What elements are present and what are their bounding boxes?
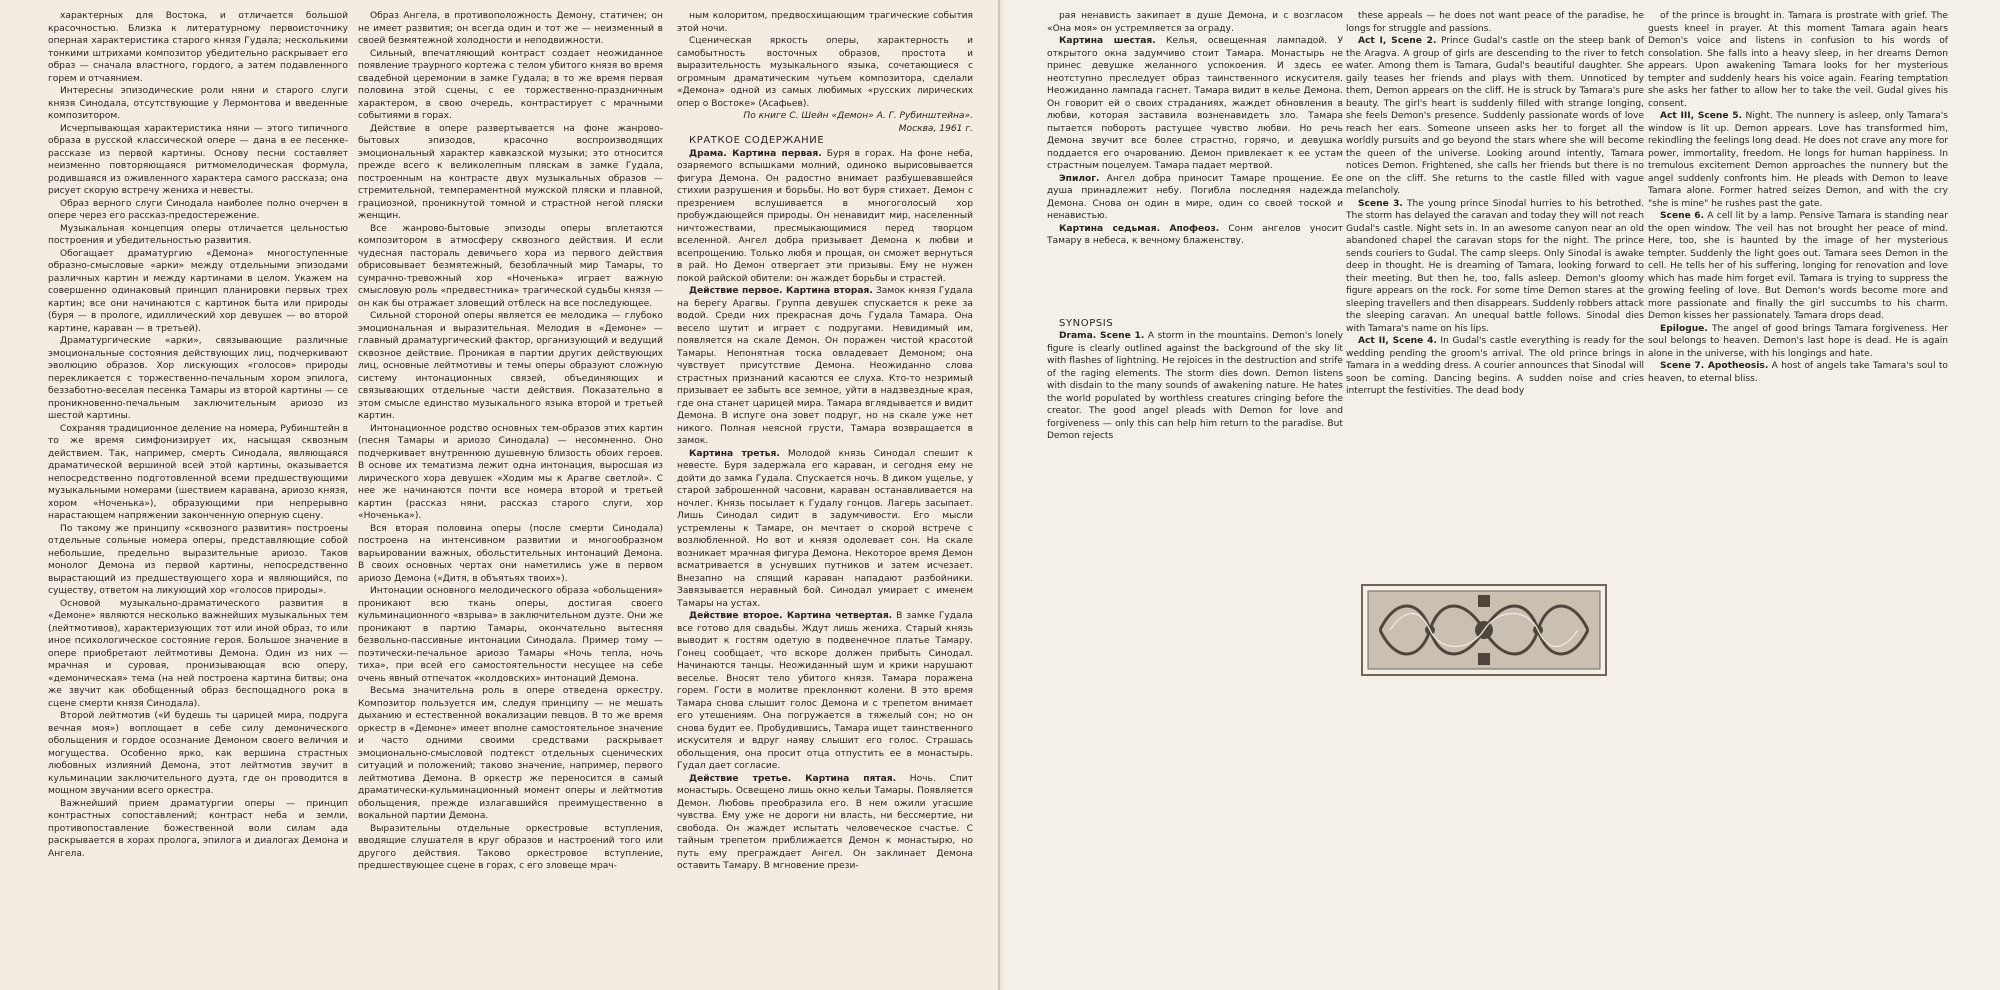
paragraph: Сценическая яркость оперы, характерность и самобытность восточных образов, простота и выразительность музыкального языка, сочетающиеся с огромным драматическим чутьем композитора, сделали «Демона» одной из самых любимых «русских лирических опер о Востоке» (Асафьев). [677,36,973,109]
scene-title: Действие первое. Картина вторая. [689,286,873,296]
paragraph: Обогащает драматургию «Демона» многоступенные образно-смысловые «арки» между отдельными эпизодами различных картин и между картинами в целом. Укажем на совершенно одинаковый принцип планировки первых трех картин; все они начинаются с картинок быта или природы (буря — в прологе, идиллический хор девушек — во второй картине, караван — в третьей). [48,248,348,334]
summary-heading: КРАТКОЕ СОДЕРЖАНИЕ [689,135,825,146]
paragraph: Интонационное родство основных тем-образов этих картин (песня Тамары и ариозо Синодала) — несомненно. Оно подчеркивает внутреннюю душевную близость обоих героев. В основе их тематизма лежит одна интонация, выросшая из лирического хора девушек «Ходим мы к Арагве светлой». С нее же начинаются почти все номера второй и третьей картин (рассказ няни, рассказ старого слуги, хор «Ноченька»). [358,423,663,521]
scene-title: Scene 3. [1358,198,1403,209]
paragraph: ным колоритом, предвосхищающим трагические события этой ночи. [677,11,973,34]
scene-title: Картина седьмая. Апофеоз. [1059,223,1220,234]
scene-title: Drama. Scene 1. [1059,331,1145,341]
scene-paragraph [677,610,973,773]
scene-paragraph [1648,110,1948,210]
scene-paragraph [1047,10,1343,35]
synopsis-scenes [1047,330,1343,443]
article-conclusion [677,10,973,110]
paragraph: Интересны эпизодические роли няни и старого слуги князя Синодала, отсутствующие у Лермонтова и введенные композитором. [48,86,348,121]
scene-text: A storm in the mountains. Demon's lonely figure is clearly outlined against the background of the sky lit with flashes of lightning. He rejoices in the destruction and strife of the raging elements. The storm dies down. Demon listens with disdain to the many sounds of awakening nature. He hates the world populated by worthless creatures cringing before the creator. The good angel pleads with Demon for love and forgiveness — only this can help him return to the paradise. But Demon rejects [1047,331,1343,441]
scene-paragraph [1047,35,1343,173]
scene-text: Ангел добра приносит Тамаре прощение. Ее душа принадлежит небу. Погибла последняя надежда Демона. Снова он один в мире, один со своей тоской и ненавистью. [1047,173,1343,221]
summary-scenes-continued [1047,10,1343,248]
scene-text: A cell lit by a lamp. Pensive Tamara is standing near the open window. The veil has not brought her peace of mind. Here, too, she is haunted by the image of her mysterious tempter. Suddenly the light goes out. Tamara sees Demon in the cell. He tells her of his suffering, longing for renovation and love which has made him forget evil. Tamara is trying to suppress the growing feeling of love. But Demon's words become more and more passionate and finally the girl succumbs to his charm. Demon kisses her passionately. Tamara drops dead. [1648,211,1948,321]
scene-paragraph [1047,223,1343,248]
decorative-vignette-icon [1360,583,1608,677]
scene-paragraph [1346,335,1644,398]
paragraph: Вся вторая половина оперы (после смерти Синодала) построена на интенсивном развитии и многообразном варьировании важных, обольстительных интонаций Демона. В своих основных чертах они наметились уже в первом ариозо Демона («Дитя, в объятьях твоих»). [358,523,663,584]
paragraph: Второй лейтмотив («И будешь ты царицей мира, подруга вечная моя») воплощает в себе силу демонического обольщения и гордое осознание Демоном своего величия и могущества. Особенно ярко, как вершина страстных любовных излияний Демона, этот лейтмотив звучит в кульминации заключительного дуэта, где он проводится в мощном звучании всего оркестра. [48,711,348,796]
paragraph: Исчерпывающая характеристика няни — этого типичного образа в русской классической опере — дана в ее песенке-рассказе из первой картины. Основу песни составляет неизменно повторяющаяся ритмомелодическая формула, родившаяся из оживленного характера самого рассказа; она рисует скорую встречу жениха и невесты. [48,123,348,196]
paragraph: Действие в опере развертывается на фоне жанрово-бытовых эпизодов, красочно воспроизводящих эмоциональный характер кавказской музыки; это относится прежде всего к великолепным пляскам в замке Гудала, построенным на контрасте двух музыкальных образов — стремительной, темпераментной мужской пляски и плавной, грациозной, проникнутой томной и страстной негой пляски женщин. [358,123,663,221]
right-page [1003,0,2000,990]
scene-paragraph [1346,198,1644,336]
article-column-3 [677,10,973,970]
scene-paragraph [677,773,973,873]
paragraph: Важнейший прием драматургии оперы — принцип контрастных сопоставлений; контраст неба и земли, противопоставление божественной воли силам ада раскрывается в хорах пролога, эпилога и диалогах Демона и Ангела. [48,798,348,859]
scene-title: Картина третья. [689,448,780,459]
scene-text: The young prince Sinodal hurries to his betrothed. The storm has delayed the caravan and today they will not reach Gudal's castle. Night sets in. In an awesome canyon near an old abandoned chapel the caravan stops for the night. The prince sends couriers to Gudal. The camp sleeps. Only Sinodal is awake deep in thought. He is dreaming of Tamara, looking forward to their meeting. But then he, too, falls asleep. Demon's gloomy figure appears on the rock. For some time Demon stares at the sleeping travellers and then disappears. Suddenly robbers attack the sleeping caravan. An unequal battle follows. Sinodal dies with Tamara's name on his lips. [1346,198,1644,334]
scene-text: В замке Гудала все готово для свадьбы. Ждут лишь жениха. Старый князь выводит к гостям одетую в подвенечное платье Тамару. Гонец сообщает, что вскоре должен прибыть Синодал. Начинаются танцы. Неожиданный шум и крики нарушают веселье. Вносят тело убитого князя. Тамара поражена горем. Гости в молитве преклоняют колени. В это время Тамара снова слышит голос Демона и с трепетом внимает его утешениям. Она погружается в тяжелый сон; но он снова будит ее. Пробудившись, Тамара ищет таинственного искусителя и вдруг наяву слышит его голос. Страшась обольщения, она просит отца отпустить ее в монастырь. Гудал дает согласие. [677,611,973,771]
scene-title: Epilogue. [1660,323,1708,334]
scene-text: of the prince is brought in. Tamara is prostrate with grief. The guests kneel in prayer. At this moment Tamara again hears Demon's voice and listens in confusion to his words of consolation. She falls into a heavy sleep, in her dreams Demon appears. Upon awakening Tamara looks for her mysterious tempter and suddenly hears his voice again. Fearing temptation she asks her father to allow her to take the veil. Gudal gives his consent. [1648,11,1948,109]
scene-paragraph [1648,10,1948,110]
scene-text: рая ненависть закипает в душе Демона, и с возгласом «Она моя» он устремляется за ограду. [1047,11,1343,34]
paragraph: Драматургические «арки», связывающие различные эмоциональные состояния действующих лиц, подчеркивают эволюцию образов. Хор лискующих «голосов» природы перекликается с торжественно-печальным хором эпилога, беззаботно-веселая песенка Тамары из второй картины — се проникновенно-печальным заключительным ариозо из шестой картины. [48,336,348,421]
scene-text: Prince Gudal's castle on the steep bank of the Aragva. A group of girls are descending to the river to fetch water. Among them is Tamara, Gudal's beautiful daughter. She gaily teases her friends and plays with them. Unnoticed by them, Demon appears on the cliff. He is struck by Tamara's pure beauty. The girl's heart is suddenly filled with strange longing, she feels Demon's presence. Suddenly passionate words of love reach her ears. Someone unseen asks her to forget all the worldly pursuits and go beyond the stars where she will become the queen of the universe. Looking around intently, Tamara notices Demon. Frightened, she calls her friends but there is no one on the cliff. She returns to the castle filled with vague melancholy. [1346,36,1644,196]
scene-title: Эпилог. [1059,173,1100,184]
scene-title: Scene 7. Apotheosis. [1660,361,1769,371]
synopsis-heading: SYNOPSIS [1059,317,1114,329]
summary-scenes [677,148,973,873]
synopsis-column-2 [1346,10,1644,970]
scene-paragraph [1047,173,1343,223]
scene-text: Молодой князь Синодал спешит к невесте. Буря задержала его караван, и сегодня ему не дойти до замка Гудала. Спускается ночь. В диком ущелье, у старой заброшенной часовни, караван останавливается на ночлег. Князь посылает к Гудалу гонцов. Лагерь засыпает. Лишь Синодал сидит в задумчивости. Его мысли устремлены к Тамаре, он мечтает о скорой встрече с возлюбленной. Но вот и князя одолевает сон. На скале возникает мрачная фигура Демона. Некоторое время Демон всматривается в уснувших путников и затем исчезает. Внезапно на спящий караван нападают разбойники. Завязывается неравный бой. Синодал умирает с именем Тамары на устах. [677,448,973,609]
paragraph: Сильной стороной оперы является ее мелодика — глубоко эмоциональная и выразительная. Мелодия в «Демоне» — главный драматургический фактор, организующий и ведущий сквозное действие. Проникая в партии других действующих лиц, основные лейтмотивы и темы оперы образуют сложную систему интонационных связей, объединяющих и связывающих отдельные части действия. Показательно в этом смысле единство музыкального языка второй и третьей картин. [358,311,663,421]
scene-title: Действие третье. Картина пятая. [689,773,897,784]
article-column-2 [358,10,663,970]
scene-paragraph [1047,330,1343,443]
scene-text: Сонм ангелов уносит Тамару в небеса, к вечному блаженству. [1047,223,1343,246]
summary-column-continued [1047,10,1343,970]
scene-text: The angel of good brings Tamara forgiveness. Her soul belongs to heaven. Demon's last hope is dead. He is again alone in the universe, with his longings and hate. [1648,323,1948,359]
paragraph: Образ верного слуги Синодала наиболее полно очерчен в опере через его рассказ-предостережение. [48,198,348,221]
scene-title: Scene 6. [1660,211,1705,221]
scene-text: Келья, освещенная лампадой. У открытого окна задумчиво стоит Тамара. Монастырь не принес девушке желанного успокоения. И здесь ее неотступно преследует образ таинственного искусителя. Неожиданно лампада гаснет. Тамара видит в келье Демона. Он говорит ей о своих страданиях, жаждет обновления в любви, которая заставила возненавидеть зло. Тамара пытается побороть растущее чувство любви. Но речь Демона звучит все более страстно, горячо, и девушка поддается его очарованию. Демон привлекает к ее устам страстным поцелуем. Тамара падает мертвой. [1047,36,1343,171]
scene-paragraph [1648,360,1948,385]
paragraph: Сохраняя традиционное деление на номера, Рубинштейн в то же время симфонизирует их, насыщая сквозным действием. Так, например, смерть Синодала, являющаяся драматической вершиной всей этой картины, оказывается непосредственно подготовленной всеми предшествующими музыкальными номерами (шествием каравана, ариозо князя, хором «Ноченька»), образующими при непрерывно нарастающем напряжении законченную оперную сцену. [48,423,348,521]
scene-text: these appeals — he does not want peace of the paradise, he longs for struggle and passions. [1346,11,1644,34]
scene-paragraph [1648,210,1948,323]
paragraph: Интонации основного мелодического образа «обольщения» проникают всю ткань оперы, достигая своего кульминационного «взрыва» в заключительном дуэте. Они же проникают в партию Тамары, окончательно вытесняя безвольно-пассивные интонации Синодала. Пример тому — поэтически-печальное ариозо Тамары «Ночь тепла, ночь тиха», при всей его самостоятельности несущее на себе очень явный отпечаток «колдовских» интонаций Демона. [358,586,663,684]
scene-title: Драма. Картина первая. [689,148,822,159]
paragraph: По такому же принципу «сквозного развития» построены отдельные сольные номера оперы, представляющие собой небольшие, предельно выразительные ариозо. Таков монолог Демона из первой картины, непосредственно вырастающий из предшествующего хора и являющийся, по существу, ответом на ликующий хор «голосов природы». [48,523,348,596]
scene-text: Буря в горах. На фоне неба, озаряемого вспышками молний, одиноко вырисовывается фигура Демона. Он радостно внимает разбушевавшейся стихии разрушения и борьбы. Но вот буря стихает. Демон с презрением вслушивается в многоголосый хор пробуждающейся природы. Он ненавидит мир, населенный ничтожествами, пресмыкающимися перед творцом вселенной. Ангел добра призывает Демона к любви и всепрощению. Только любя и прощая, он сможет вернуться в рай. Но Демон отвергает эти призывы. Ему не нужен покой райской обители: он жаждет борьбы и страстей. [677,148,973,284]
scene-paragraph [1648,323,1948,361]
scene-title: Act III, Scene 5. [1660,111,1743,121]
scene-paragraph [677,285,973,448]
scene-text: In Gudal's castle everything is ready for the wedding pending the groom's arrival. The old prince brings in Tamara in a wedding dress. A courier announces that Sinodal will soon be coming. Dancing begins. A sudden noise and cries interrupt the festivities. The dead body [1346,336,1644,396]
paragraph: Образ Ангела, в противоположность Демону, статичен; он не имеет развития; он всегда один и тот же — неизменный в своей безмятежной холодности и неподвижности. [358,11,663,46]
scene-text: Night. The nunnery is asleep, only Tamara's window is lit up. Demon appears. Love has transformed him, rekindling the feelings long dead. He does not crave any more for power, immortality, freedom. He longs for human happiness. In tremulous excitement Demon approaches the nunnery but the angel suddenly confronts him. He pleads with Demon to leave Tamara alone. Former hatred seizes Demon, and with the cry "she is mine" he rushes past the gate. [1648,111,1948,209]
scene-paragraph [1346,10,1644,35]
source-place-date: Москва, 1961 г. [898,123,973,134]
article-column-1 [48,10,348,970]
scene-text: A host of angels take Tamara's soul to heaven, to eternal bliss. [1648,361,1948,384]
scene-text: Ночь. Спит монастырь. Освещено лишь окно кельи Тамары. Появляется Демон. Любовь преобразила его. В нем ожили угасшие чувства. Ему уже не дороги ни власть, ни бессмертие, ни свобода. Он жаждет испытать человеческое счастье. С тайным трепетом приближается Демон к монастырю, но путь ему преграждает Ангел. Он заклинает Демона оставить Тамару. В мгновение прези- [677,773,973,871]
paragraph: Выразительны отдельные оркестровые вступления, вводящие слушателя в круг образов и настроений того или другого действия. Таково оркестровое вступление, предшествующее сцене в горах, с его зловеще мрач- [358,823,663,871]
scene-title: Act II, Scene 4. [1358,336,1437,346]
synopsis-column-3 [1648,10,1948,970]
paragraph: Сильный, впечатляющий контраст создает неожиданное появление траурного кортежа с телом убитого князя во время свадебной церемонии в замке Гудала; в то же время первая половина этой сцены, с ее торжественно-праздничным характером, в свою очередь, контрастирует с мрачными событиями в горах. [358,48,663,121]
paragraph: Музыкальная концепция оперы отличается цельностью построения и убедительностью развития. [48,223,348,246]
paragraph: характерных для Востока, и отличается большой красочностью. Близка к литературному первоисточнику оперная характеристика старого князя Гудала; несколькими тонкими штрихами композитор убедительно раскрывает его образ — сначала властного, гордого, а затем подавленного горем и отчаянием. [48,11,348,84]
paragraph: Основой музыкально-драматического развития в «Демоне» являются несколько важнейших музыкальных тем (лейтмотивов), характеризующих тот или иной образ, то или иное психологическое состояние героя. Большое значение в опере приобретают лейтмотивы Демона. Один из них — мрачная и суровая, пронизывающая всю оперу, «демоническая» тема (на ней построена картина битвы; она же звучит как обобщенный образ беспощадного рока в сцене смерти князя Синодала). [48,598,348,709]
source-citation: По книге С. Шейн «Демон» А. Г. Рубинштейна». [743,111,973,121]
scene-title: Действие второе. Картина четвертая. [689,611,893,621]
scene-paragraph [677,448,973,611]
scene-paragraph [1346,35,1644,198]
paragraph: Все жанрово-бытовые эпизоды оперы вплетаются композитором в атмосферу сквозного действия. И если чудесная пастораль девичьего хора из первого действия обрисовывает безмятежный, безоблачный мир Тамары, то сумрачно-тревожный хор «Ноченька» играет важную смысловую роль «предвестника» трагической судьбы князя — он как бы отражает зловещий отблеск на все последующее. [358,223,663,309]
scene-text: Замок князя Гудала на берегу Арагвы. Группа девушек спускается к реке за водой. Среди них прекрасная дочь Гудала Тамара. Она весело шутит и играет с подругами. Невидимый им, появляется на скале Демон. Он поражен чистой красотой Тамары. Непонятная тоска овладевает Демоном; она чувствует присутствие Демона. Неожиданно слова страстных признаний касаются ее слуха. Кто-то незримый призывает ее забыть все земное, уйти в надзвездные края, где она станет царицей мира. Тамара вглядывается и видит Демона. В испуге она зовет подруг, но на скале уже нет никого. Полная неясной грусти, Тамара возвращается в замок. [677,286,973,446]
scene-title: Картина шестая. [1059,36,1156,46]
scene-paragraph [677,148,973,286]
paragraph: Весьма значительна роль в опере отведена оркестру. Композитор пользуется им, следуя принципу — не мешать дыханию и естественной вокализации певцов. В то же время оркестр в «Демоне» имеет вполне самостоятельное значение и часто одними своими средствами раскрывает эмоционально-смысловой подтекст отдельных сценических ситуаций и положений; таково значение, например, первого лейтмотива Демона. В оркестр же переносится в самый драматически-кульминационный момент оперы и лейтмотив обольщения, прежде излагавшийся преимущественно в вокальной партии Демона. [358,686,663,821]
scene-title: Act I, Scene 2. [1358,36,1437,46]
